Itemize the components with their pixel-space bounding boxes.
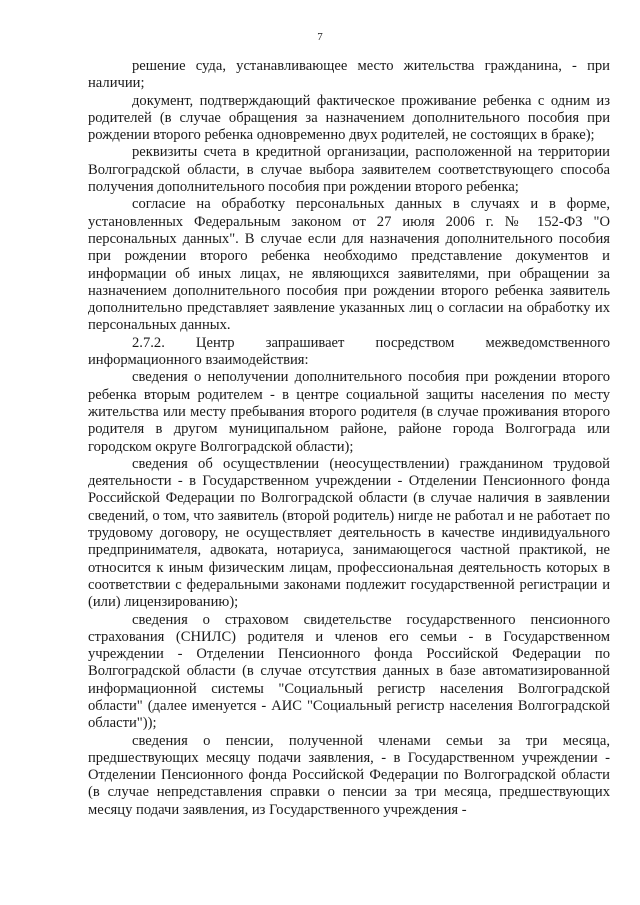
page-number: 7 [317, 31, 323, 43]
paragraph-residence-document: документ, подтверждающий фактическое проживание ребенка с одним из родителей (в случае обращения за назначением дополнительного пособия при рождении второго ребенка одновременно двух родителей, не состоящих в браке); [88, 92, 610, 144]
paragraph-bank-details: реквизиты счета в кредитной организации, расположенной на территории Волгоградской области, в случае выбора заявителем соответствующего способа получения дополнительного пособия при рождении второго ребенка; [88, 144, 610, 196]
paragraph-court-decision: решение суда, устанавливающее место жительства гражданина, - при наличии; [88, 58, 610, 92]
paragraph-employment-info: сведения об осуществлении (неосуществлении) гражданином трудовой деятельности - в Государственном учреждении - Отделении Пенсионного фонда Российской Федерации по Волгоградской области (в случае наличия в заявлении сведений, о том, что заявитель (второй родитель) нигде не работал и не работает по трудовому договору, не осуществляет деятельность в качестве индивидуального предпринимателя, адвоката, нотариуса, занимающегося частной практикой, не относится к иным физическим лицам, профессиональная деятельность которых в соответствии с федеральными законами подлежит государственной регистрации и (или) лицензированию); [88, 455, 610, 611]
paragraph-pension-info: сведения о пенсии, полученной членами семьи за три месяца, предшествующих месяцу подачи заявления, - в Государственном учреждении - Отделении Пенсионного фонда Российской Федерации по Волгоградской области (в случае непредставления справки о пенсии за три месяца, предшествующих месяцу подачи заявления, из Государственного учреждения - [88, 732, 610, 818]
paragraph-snils-info: сведения о страховом свидетельстве государственного пенсионного страхования (СНИЛС) родителя и членов его семьи - в Государственном учреждении - Отделении Пенсионного фонда Российской Федерации по Волгоградской области (в случае отсутствия данных в базе автоматизированной информационной системы "Социальный регистр населения Волгоградской области" (далее именуется - АИС "Социальный регистр населения Волгоградской области")); [88, 611, 610, 732]
section-2-7-2-heading: 2.7.2. Центр запрашивает посредством межведомственного информационного взаимодействия: [88, 334, 610, 369]
document-body [88, 58, 610, 819]
paragraph-non-receipt-info: сведения о неполучении дополнительного пособия при рождении второго ребенка вторым родителем - в центре социальной защиты населения по месту жительства или месту пребывания второго родителя (в случае проживания второго родителя в другом муниципальном районе, районе города Волгограда или городском округе Волгоградской области); [88, 369, 610, 455]
paragraph-personal-data-consent: согласие на обработку персональных данных в случаях и в форме, установленных Федеральным законом от 27 июля 2006 г. № 152-ФЗ "О персональных данных". В случае если для назначения дополнительного пособия при рождении второго ребенка необходимо представление документов и информации об иных лицах, не являющихся заявителями, при обращении за назначением дополнительного пособия при рождении второго ребенка заявитель дополнительно представляет заявление указанных лиц о согласии на обработку их персональных данных. [88, 196, 610, 334]
